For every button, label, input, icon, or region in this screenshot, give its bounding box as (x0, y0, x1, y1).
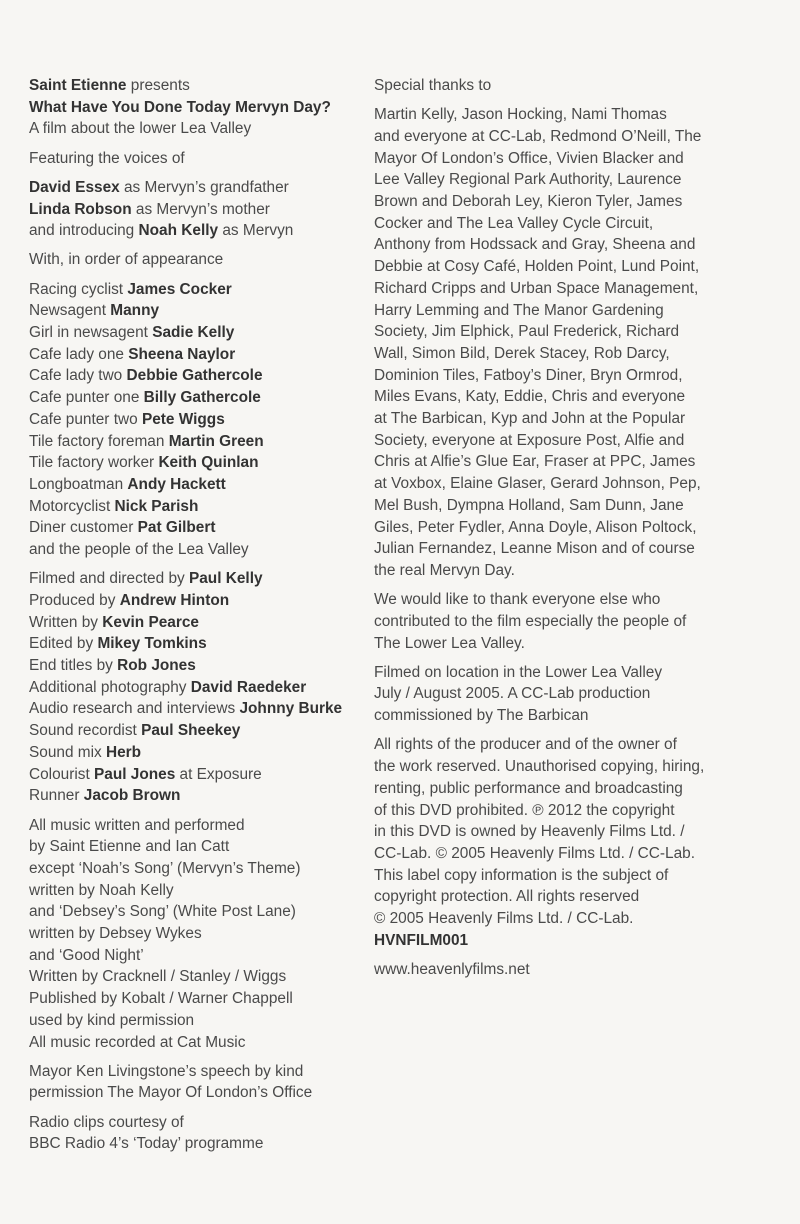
cast-name: Pete Wiggs (141, 410, 225, 428)
crew-name: Paul Sheekey (141, 722, 241, 740)
music-line: and ‘Good Night’ (29, 946, 144, 964)
cast-line (29, 322, 365, 344)
mayor-credit (29, 1061, 365, 1104)
music-line: All music written and performed (29, 816, 245, 834)
crew-role: Produced by (29, 591, 120, 609)
cast-line (29, 517, 365, 539)
voice-actor: David Essex (29, 178, 120, 196)
rights-line: the work reserved. Unauthorised copying, hiring, (374, 758, 705, 776)
thanks-line: the real Mervyn Day. (374, 561, 515, 579)
location-line: Filmed on location in the Lower Lea Valley (374, 663, 663, 681)
voice-line (29, 199, 365, 221)
cast-line (29, 279, 365, 301)
intro-line (29, 75, 365, 97)
intro-block (29, 75, 365, 140)
cast-role: Diner customer (29, 519, 138, 537)
thanks-line: Mayor Of London’s Office, Vivien Blacker and (374, 149, 684, 167)
music-line: All music recorded at Cat Music (29, 1033, 246, 1051)
thanks-line: at Voxbox, Elaine Glaser, Gerard Johnson, Pep, (374, 475, 701, 493)
left-column (29, 75, 365, 1163)
thanks-everyone-line: The Lower Lea Valley. (374, 634, 525, 652)
intro-line (29, 118, 365, 140)
crew-name: Mikey Tomkins (97, 635, 207, 653)
intro-text: presents (126, 77, 190, 94)
music-credits (29, 815, 365, 1054)
cast-role: Cafe lady two (29, 367, 127, 385)
crew-name: Rob Jones (117, 657, 196, 675)
catalogue-block (374, 930, 719, 952)
appearance-text: With, in order of appearance (29, 251, 224, 269)
thanks-line: Mel Bush, Dympna Holland, Sam Dunn, Jane (374, 496, 684, 514)
thanks-line: Anthony from Hodssack and Gray, Sheena and (374, 236, 696, 254)
cast-line (29, 300, 365, 322)
cast-line (29, 452, 365, 474)
featuring-text: Featuring the voices of (29, 149, 185, 167)
cast-line (29, 431, 365, 453)
cast-name: Keith Quinlan (158, 454, 259, 472)
radio-line: Radio clips courtesy of (29, 1113, 184, 1131)
cast-line (29, 344, 365, 366)
thanks-line: and everyone at CC-Lab, Redmond O’Neill, The (374, 127, 702, 145)
intro-line (29, 97, 365, 119)
film-title: What Have You Done Today Mervyn Day? (29, 98, 331, 116)
thanks-line: Chris at Alfie’s Glue Ear, Fraser at PPC, James (374, 453, 696, 471)
crew-role: Colourist (29, 765, 95, 783)
rights-line: © 2005 Heavenly Films Ltd. / CC-Lab. (374, 910, 634, 928)
crew-name: Kevin Pearce (102, 613, 199, 631)
thanks-line: Cocker and The Lea Valley Cycle Circuit, (374, 214, 654, 232)
music-line: by Saint Etienne and Ian Catt (29, 838, 230, 856)
crew-role: End titles by (29, 657, 118, 675)
crew-name: Andrew Hinton (119, 591, 230, 609)
website-link: www.heavenlyfilms.net (374, 960, 530, 978)
rights-line: All rights of the producer and of the owner of (374, 736, 677, 754)
cast-name: Nick Parish (114, 497, 199, 515)
crew-role: Audio research and interviews (29, 700, 240, 718)
thanks-line: Society, Jim Elphick, Paul Frederick, Richard (374, 323, 680, 341)
crew-name: Herb (106, 743, 142, 761)
cast-line (29, 387, 365, 409)
crew-name: Johnny Burke (239, 700, 343, 718)
mayor-line: Mayor Ken Livingstone’s speech by kind (29, 1062, 304, 1080)
thanks-line: Giles, Peter Fydler, Anna Doyle, Alison Poltock, (374, 518, 697, 536)
cast-role: and the people of the Lea Valley (29, 541, 249, 559)
cast-name: Andy Hackett (127, 475, 226, 493)
cast-role: Longboatman (29, 475, 128, 493)
cast-role: Tile factory foreman (29, 432, 169, 450)
cast-role: Cafe punter one (29, 389, 144, 407)
band-name: Saint Etienne (29, 77, 127, 94)
thank-everyone (374, 589, 719, 654)
thanks-line: Brown and Deborah Ley, Kieron Tyler, James (374, 193, 683, 211)
crew-role: Sound mix (29, 743, 106, 761)
thanks-line: Julian Fernandez, Leanne Mison and of course (374, 540, 695, 558)
cast-role: Cafe punter two (29, 410, 142, 428)
cast-line (29, 409, 365, 431)
cast-name: Manny (110, 302, 160, 320)
radio-line: BBC Radio 4’s ‘Today’ programme (29, 1135, 264, 1153)
cast-name: Martin Green (168, 432, 264, 450)
voice-actor: Noah Kelly (138, 222, 219, 240)
special-thanks (374, 104, 719, 581)
cast-role: Tile factory worker (29, 454, 159, 472)
catalogue-number: HVNFILM001 (374, 931, 469, 949)
thanks-line: at The Barbican, Kyp and John at the Popular (374, 410, 686, 428)
website-block (374, 959, 719, 981)
thanks-line: Lee Valley Regional Park Authority, Laurence (374, 171, 682, 189)
mayor-line: permission The Mayor Of London’s Office (29, 1084, 313, 1102)
thanks-line: Dominion Tiles, Fatboy’s Diner, Bryn Ormrod, (374, 366, 683, 384)
cast-name: Debbie Gathercole (126, 367, 263, 385)
location-line: commissioned by The Barbican (374, 707, 589, 725)
music-line: except ‘Noah’s Song’ (Mervyn’s Theme) (29, 859, 301, 877)
thanks-everyone-line: We would like to thank everyone else who (374, 591, 661, 609)
location-note (374, 662, 719, 727)
music-line: written by Noah Kelly (29, 881, 174, 899)
crew-line (29, 568, 365, 590)
voice-role: as Mervyn’s mother (131, 200, 270, 218)
thanks-everyone-line: contributed to the film especially the people of (374, 612, 687, 630)
rights-line: of this DVD prohibited. ℗ 2012 the copyright (374, 801, 675, 819)
cast-line (29, 474, 365, 496)
crew-role: Filmed and directed by (29, 570, 189, 588)
crew-line (29, 698, 365, 720)
cast-line (29, 539, 365, 561)
crew-line (29, 655, 365, 677)
crew-name: Jacob Brown (83, 787, 181, 805)
thanks-line: Richard Cripps and Urban Space Management, (374, 279, 699, 297)
crew-line (29, 764, 365, 786)
cast-name: Billy Gathercole (143, 389, 261, 407)
voice-line (29, 220, 365, 242)
voice-actor: Linda Robson (29, 200, 132, 218)
music-line: Published by Kobalt / Warner Chappell (29, 990, 293, 1008)
crew-name: Paul Jones (94, 765, 176, 783)
voice-role: as Mervyn’s grandfather (119, 178, 289, 196)
crew-line (29, 742, 365, 764)
crew-role: Written by (29, 613, 103, 631)
thanks-line: Wall, Simon Bild, Derek Stacey, Rob Darcy, (374, 344, 670, 362)
voice-line (29, 177, 365, 199)
rights-line: This label copy information is the subject of (374, 866, 669, 884)
voice-prefix: and introducing (29, 222, 139, 240)
appearance-heading (29, 249, 365, 271)
cast-line (29, 365, 365, 387)
location-line: July / August 2005. A CC-Lab production (374, 685, 651, 703)
crew-line (29, 612, 365, 634)
cast-role: Newsagent (29, 302, 111, 320)
rights-notice (374, 734, 719, 929)
music-line: written by Debsey Wykes (29, 925, 202, 943)
crew-extra: at Exposure (175, 765, 262, 783)
crew-name: Paul Kelly (188, 570, 263, 588)
thanks-heading (374, 75, 719, 97)
crew-line (29, 720, 365, 742)
crew-line (29, 677, 365, 699)
crew-role: Edited by (29, 635, 98, 653)
rights-line: CC-Lab. © 2005 Heavenly Films Ltd. / CC-Lab. (374, 844, 695, 862)
thanks-heading-text: Special thanks to (374, 77, 492, 94)
cast-name: Sadie Kelly (152, 324, 235, 342)
thanks-line: Martin Kelly, Jason Hocking, Nami Thomas (374, 106, 667, 124)
cast-role: Motorcyclist (29, 497, 115, 515)
radio-credit (29, 1112, 365, 1155)
cast-line (29, 496, 365, 518)
cast-name: Sheena Naylor (128, 345, 236, 363)
voice-role: as Mervyn (218, 222, 294, 240)
crew-list (29, 568, 365, 807)
cast-role: Cafe lady one (29, 345, 129, 363)
crew-role: Sound recordist (29, 722, 142, 740)
rights-line: in this DVD is owned by Heavenly Films Ltd. / (374, 823, 685, 841)
featuring-heading (29, 148, 365, 170)
crew-line (29, 590, 365, 612)
cast-list (29, 279, 365, 561)
crew-role: Runner (29, 787, 84, 805)
film-subtitle: A film about the lower Lea Valley (29, 120, 252, 138)
right-column (374, 75, 719, 988)
rights-line: renting, public performance and broadcasting (374, 779, 683, 797)
crew-name: David Raedeker (190, 678, 307, 696)
thanks-line: Miles Evans, Katy, Eddie, Chris and everyone (374, 388, 686, 406)
crew-line (29, 785, 365, 807)
cast-role: Racing cyclist (29, 280, 128, 298)
music-line: and ‘Debsey’s Song’ (White Post Lane) (29, 903, 296, 921)
thanks-line: Debbie at Cosy Café, Holden Point, Lund Point, (374, 258, 700, 276)
voices-block (29, 177, 365, 242)
rights-line: copyright protection. All rights reserved (374, 888, 640, 906)
music-line: used by kind permission (29, 1011, 195, 1029)
crew-line (29, 633, 365, 655)
cast-name: James Cocker (127, 280, 232, 298)
thanks-line: Society, everyone at Exposure Post, Alfie and (374, 431, 685, 449)
thanks-line: Harry Lemming and The Manor Gardening (374, 301, 664, 319)
cast-role: Girl in newsagent (29, 324, 153, 342)
cast-name: Pat Gilbert (137, 519, 216, 537)
crew-role: Additional photography (29, 678, 191, 696)
music-line: Written by Cracknell / Stanley / Wiggs (29, 968, 287, 986)
